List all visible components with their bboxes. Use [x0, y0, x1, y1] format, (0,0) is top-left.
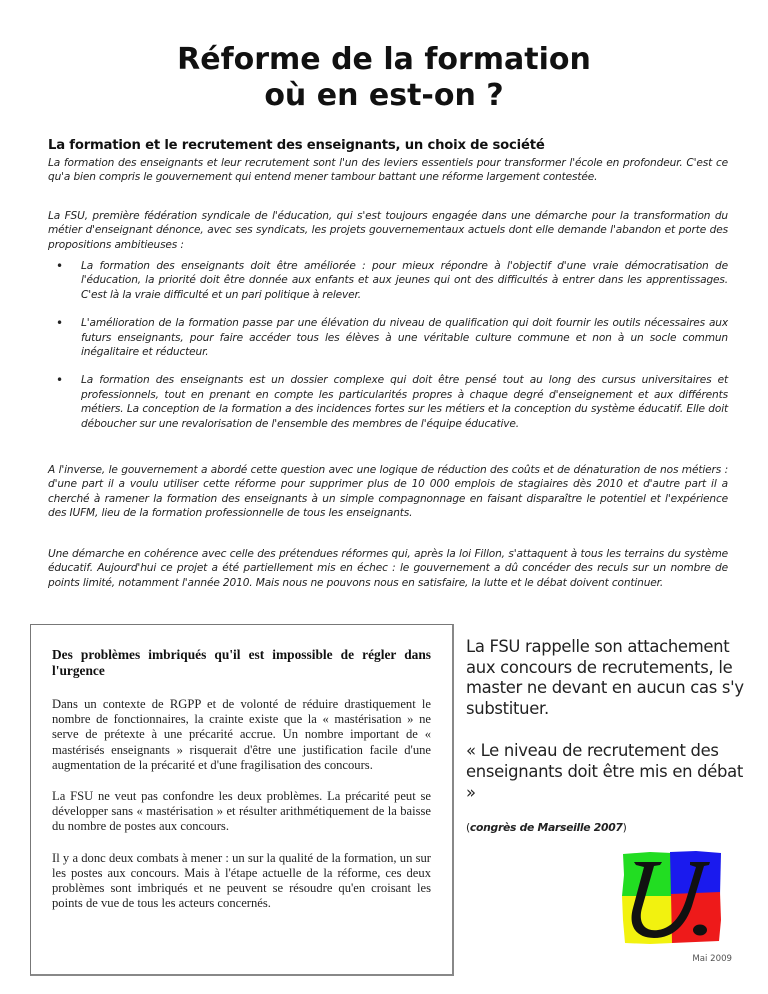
list-item-text: La formation des enseignants doit être améliorée : pour mieux répondre à l'objectif d'une vraie démocratisation de l'éducation, la priorité doit être donnée aux enfants et aux jeunes qui ont des difficultés à entrer dans les apprentissages. C'est là la vraie difficulté et un pari politique à relever.: [81, 260, 728, 301]
list-item: [48, 259, 728, 302]
fsu-logo-icon: [620, 850, 722, 945]
intro-paragraph: La formation des enseignants et leur recrutement sont l'un des leviers essentiels pour transformer l'école en profondeur. C'est ce qu'a bien compris le gouvernement qui entend mener tambour battant une réforme largement contestée.: [48, 157, 728, 184]
fsu-logo: [620, 850, 722, 945]
paren-open: (: [466, 821, 470, 835]
proposals-list: [48, 259, 728, 445]
fsu-statement: La FSU rappelle son attachement aux concours de recrutements, le master ne devant en aucun cas s'y substituer.: [466, 637, 744, 718]
quote-source: [466, 821, 751, 835]
title-line-1: Réforme de la formation: [177, 42, 591, 77]
list-item-text: La formation des enseignants est un dossier complexe qui doit être pensé tout au long des cursus universitaires et professionnels, tout en prenant en compte les particularités propres à chaque degré d'enseignement et aux différents métiers. La conception de la formation a des incidences fortes sur les métiers et la conception du système éducatif. Elle doit déboucher sur une revalorisation de l'ensemble des membres de l'équipe éducative.: [81, 374, 728, 430]
source-text: congrès de Marseille 2007: [469, 821, 623, 835]
government-paragraph: A l'inverse, le gouvernement a abordé cette question avec une logique de réduction des coûts et de dénaturation de nos métiers : d'une part il a voulu utiliser cette réforme pour supprimer plus de 10 000 emplois de stagiaires dès 2010 et d'autre part il a cherché à ramener la formation des enseignants à un simple compagnonnage en faisant disparaître le potentiel et l'expérience des IUFM, lieu de la formation professionnelle de tous les enseignants.: [48, 464, 728, 520]
sidebar-callout: [466, 637, 751, 857]
publication-date: Mai 2009: [692, 954, 732, 964]
list-item: [48, 316, 728, 359]
box-paragraph: Dans un contexte de RGPP et de volonté de réduire drastiquement le nombre de fonctionnaires, la crainte existe que la « mastérisation » ne serve de prétexte à une précarité accrue. Un nombre important de « mastérisés enseignants » risquerait d'être une justification facile d'une augmentation de la précarité et d'une fragilisation des concours.: [52, 697, 431, 772]
congress-quote: « Le niveau de recrutement des enseignants doit être mis en débat »: [466, 741, 743, 802]
conclusion-paragraph: Une démarche en cohérence avec celle des prétendues réformes qui, après la loi Fillon, s'attaquent à tous les terrains du système éducatif. Aujourd'hui ce projet a été partiellement mis en échec : le gouvernement a dû concéder des reculs sur un nombre de points limité, notamment l'année 2010. Mais nous ne pouvons nous en satisfaire, la lutte et le débat doivent continuer.: [48, 548, 728, 589]
document-title: [0, 42, 768, 114]
box-paragraph: La FSU ne veut pas confondre les deux problèmes. La précarité peut se développer sans « mastérisation » et résulter arithmétiquement de la baisse du nombre de postes aux concours.: [52, 789, 431, 834]
bullet-icon: •: [56, 373, 63, 388]
bullet-icon: •: [56, 316, 63, 331]
list-item: [48, 373, 728, 431]
title-line-2: où en est-on ?: [264, 78, 504, 113]
list-item-text: L'amélioration de la formation passe par une élévation du niveau de qualification qui doit fournir les outils nécessaires aux futurs enseignants, pour faire accéder tous les élèves à une véritable culture commune et non à un socle commun inégalitaire et réducteur.: [81, 317, 728, 359]
logo-dot: [693, 925, 707, 936]
bullet-icon: •: [56, 259, 63, 273]
box-title: Des problèmes imbriqués qu'il est impossible de régler dans l'urgence: [52, 647, 431, 678]
problems-box: [30, 624, 454, 976]
fsu-paragraph: La FSU, première fédération syndicale de l'éducation, qui s'est toujours engagée dans une démarche pour la transformation du métier d'enseignant dénonce, avec ses syndicats, les projets gouvernementaux actuels dont elle demande l'abandon et porte des propositions ambitieuses :: [48, 210, 728, 251]
paren-close: ): [622, 821, 627, 835]
section-heading: La formation et le recrutement des enseignants, un choix de société: [48, 138, 545, 153]
box-paragraph: Il y a donc deux combats à mener : un sur la qualité de la formation, un sur les postes aux concours. Mais à l'étape actuelle de la réforme, ces deux problèmes sont imbriqués et ne peuvent se résoudre qu'en croisant les points de vue de tous les acteurs concernés.: [52, 850, 431, 911]
